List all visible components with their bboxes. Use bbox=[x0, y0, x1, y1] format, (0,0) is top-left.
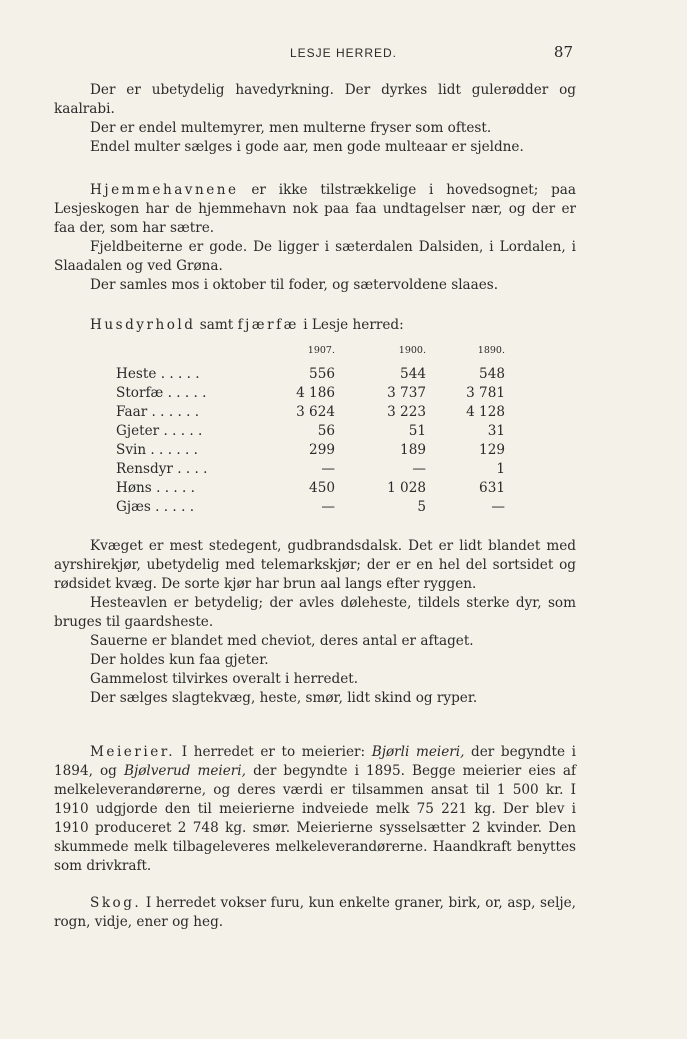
table-row: Rensdyr . . . . — — 1 bbox=[116, 461, 505, 477]
year-1890: 1890. bbox=[477, 345, 505, 356]
year-header-row bbox=[54, 345, 594, 359]
pasture-paragraph-1 bbox=[54, 181, 576, 238]
livestock-heading-c: fjærfæ bbox=[237, 317, 299, 333]
cattle-paragraph-1: Kvæget er mest stedegent, gudbrandsdalsk. Det er lidt blandet med ayrshirekjør, ubetydelig med telemarkskjør; der er en hel del sortsidet og rødsidet kvæg. De sorte kjør har brun aal langs efter ryggen. bbox=[54, 538, 576, 592]
table-row: Høns . . . . . 450 1 028 631 bbox=[116, 480, 505, 496]
pasture-paragraph-3: Der samles mos i oktober til foder, og sætervoldene slaaes. bbox=[90, 277, 499, 293]
pasture-paragraph-2: Fjeldbeiterne er gode. De ligger i sæterdalen Dalsiden, i Lordalen, i Slaadalen og ved Grøna. bbox=[54, 239, 576, 274]
pasture-text-1: er ikke tilstrækkelige i hovedsognet; paa Lesjeskogen har de hjemmehavn nok paa faa undtagelser nær, og der er faa der, som har sætre. bbox=[54, 182, 576, 236]
livestock-heading-b: samt bbox=[199, 317, 234, 333]
garden-paragraph-1: Der er ubetydelig havedyrkning. Der dyrkes lidt gulerødder og kaalrabi. bbox=[54, 82, 576, 117]
year-1907: 1907. bbox=[307, 345, 335, 356]
cattle-paragraph-4: Der holdes kun faa gjeter. bbox=[90, 652, 269, 668]
dairy-name-1: Bjørli meieri, bbox=[371, 744, 465, 760]
cattle-paragraph-6: Der sælges slagtekvæg, heste, smør, lidt skind og ryper. bbox=[90, 690, 478, 706]
page-header bbox=[0, 43, 687, 66]
cattle-paragraph-5: Gammelost tilvirkes overalt i herredet. bbox=[90, 671, 359, 687]
garden-paragraph-3: Endel multer sælges i gode aar, men gode multeaar er sjeldne. bbox=[90, 139, 524, 155]
cattle-section bbox=[54, 537, 576, 708]
dairy-name-2: Bjølverud meieri, bbox=[123, 763, 246, 779]
table-row: Storfæ . . . . . 4 186 3 737 3 781 bbox=[116, 385, 505, 401]
cattle-paragraph-3: Sauerne er blandet med cheviot, deres antal er aftaget. bbox=[90, 633, 474, 649]
dairy-section bbox=[54, 743, 576, 876]
livestock-heading bbox=[54, 316, 576, 335]
forest-section bbox=[54, 894, 576, 932]
table-row: Gjæs . . . . . — 5 — bbox=[116, 499, 505, 515]
pasture-heading: Hjemmehavnene bbox=[90, 182, 239, 198]
garden-section bbox=[54, 81, 576, 157]
livestock-heading-d: i Lesje herred: bbox=[303, 317, 404, 333]
cattle-paragraph-2: Hesteavlen er betydelig; der avles døleheste, tildels sterke dyr, som bruges til gaardsheste. bbox=[54, 595, 576, 630]
table-row: Faar . . . . . . 3 624 3 223 4 128 bbox=[116, 404, 505, 420]
table-row: Gjeter . . . . . 56 51 31 bbox=[116, 423, 505, 439]
table-row: Svin . . . . . . 299 189 129 bbox=[116, 442, 505, 458]
forest-paragraph: Skog. I herredet vokser furu, kun enkelte graner, birk, or, asp, selje, rogn, vidje, ener og heg. bbox=[54, 895, 576, 930]
garden-paragraph-2: Der er endel multemyrer, men multerne fryser som oftest. bbox=[90, 120, 492, 136]
page-number: 87 bbox=[553, 43, 573, 61]
year-1900: 1900. bbox=[398, 345, 426, 356]
running-title: LESJE HERRED. bbox=[289, 46, 398, 60]
table-row: Heste . . . . . 556 544 548 bbox=[116, 366, 505, 382]
forest-heading: Skog. bbox=[90, 895, 142, 911]
dairy-paragraph: Meierier. I herredet er to meierier: Bjørli meieri, der begyndte i 1894, og Bjølverud meieri, der begyndte i 1895. Begge meierier eies af melkeleverandørerne, og deres værdi er tilsammen ansat til 1 500 kr. I 1910 udgjorde den til meierierne indveiede melk 75 221 kg. Der blev i 1910 produceret 2 748 kg. smør. Meierierne sysselsætter 2 kvinder. Den skummede melk tilbageleveres melkeleverandørerne. Haandkraft benyttes som drivkraft. bbox=[54, 744, 577, 874]
dairy-heading: Meierier. bbox=[90, 744, 176, 760]
pasture-section bbox=[54, 181, 576, 295]
livestock-heading-a: Husdyrhold bbox=[90, 317, 196, 333]
